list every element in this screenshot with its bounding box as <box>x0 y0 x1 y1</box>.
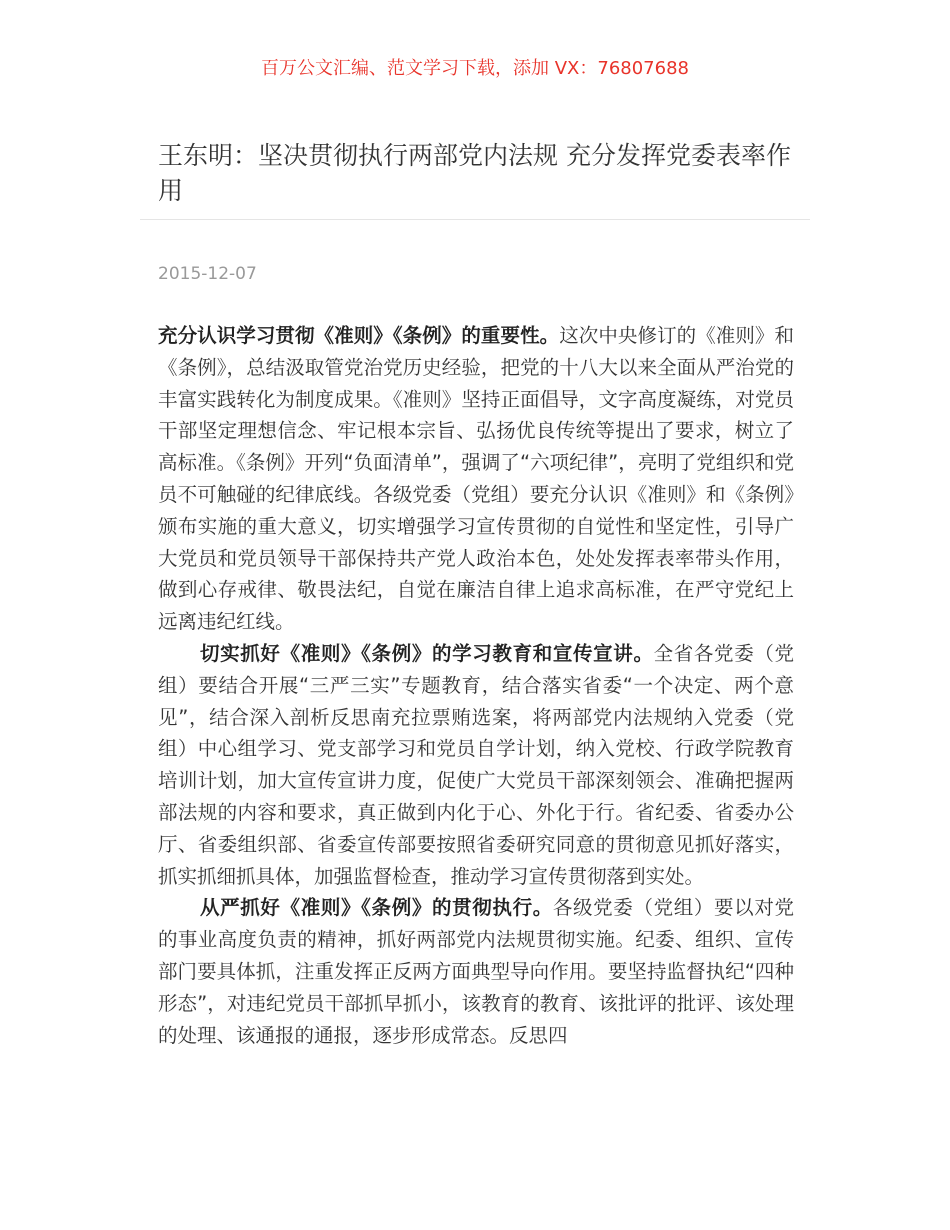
article-body <box>158 320 794 1051</box>
title-divider <box>140 219 810 220</box>
promo-banner: 百万公文汇编、范文学习下载，添加 VX：76807688 <box>261 58 689 79</box>
article-title: 王东明：坚决贯彻执行两部党内法规 充分发挥党委表率作用 <box>158 141 791 205</box>
paragraph-text: 全省各党委（党组）要结合开展“三严三实”专题教育，结合落实省委“一个决定、两个意见”，结合深入剖析反思南充拉票贿选案，将两部党内法规纳入党委（党组）中心组学习、党支部学习和党员自学计划，纳入党校、行政学院教育培训计划，加大宣传宣讲力度，促使广大党员干部深刻领会、准确把握两部法规的内容和要求，真正做到内化于心、外化于行。省纪委、省委办公厅、省委组织部、省委宣传部要按照省委研究同意的贯彻意见抓好落实，抓实抓细抓具体，加强监督检查，推动学习宣传贯彻落到实处。 <box>158 641 794 888</box>
paragraph-lead: 从严抓好《准则》《条例》的贯彻执行。 <box>200 896 553 920</box>
paragraph <box>158 320 794 638</box>
paragraph-lead: 充分认识学习贯彻《准则》《条例》的重要性。 <box>158 324 560 347</box>
paragraph-text: 各级党委（党组）要以对党的事业高度负责的精神，抓好两部党内法规贯彻实施。纪委、组织、宣传部门要具体抓，注重发挥正反两方面典型导向作用。要坚持监督执纪“四种形态”，对违纪党员干部抓早抓小，该教育的教育、该批评的批评、该处理的处理、该通报的通报，逐步形成常态。反思四 <box>158 896 794 1047</box>
paragraph-lead: 切实抓好《准则》《条例》的学习教育和宣传宣讲。 <box>200 641 654 665</box>
paragraph <box>158 638 794 892</box>
paragraph <box>158 892 794 1051</box>
paragraph-text: 这次中央修订的《准则》和《条例》，总结汲取管党治党历史经验，把党的十八大以来全面从严治党的丰富实践转化为制度成果。《准则》坚持正面倡导，文字高度凝练，对党员干部坚定理想信念、牢记根本宗旨、弘扬优良传统等提出了要求，树立了高标准。《条例》开列“负面清单”，强调了“六项纪律”，亮明了党组织和党员不可触碰的纪律底线。各级党委（党组）要充分认识《准则》和《条例》颁布实施的重大意义，切实增强学习宣传贯彻的自觉性和坚定性，引导广大党员和党员领导干部保持共产党人政治本色，处处发挥表率带头作用，做到心存戒律、敬畏法纪，自觉在廉洁自律上追求高标准，在严守党纪上远离违纪红线。 <box>158 324 794 634</box>
publish-date: 2015-12-07 <box>158 264 257 284</box>
